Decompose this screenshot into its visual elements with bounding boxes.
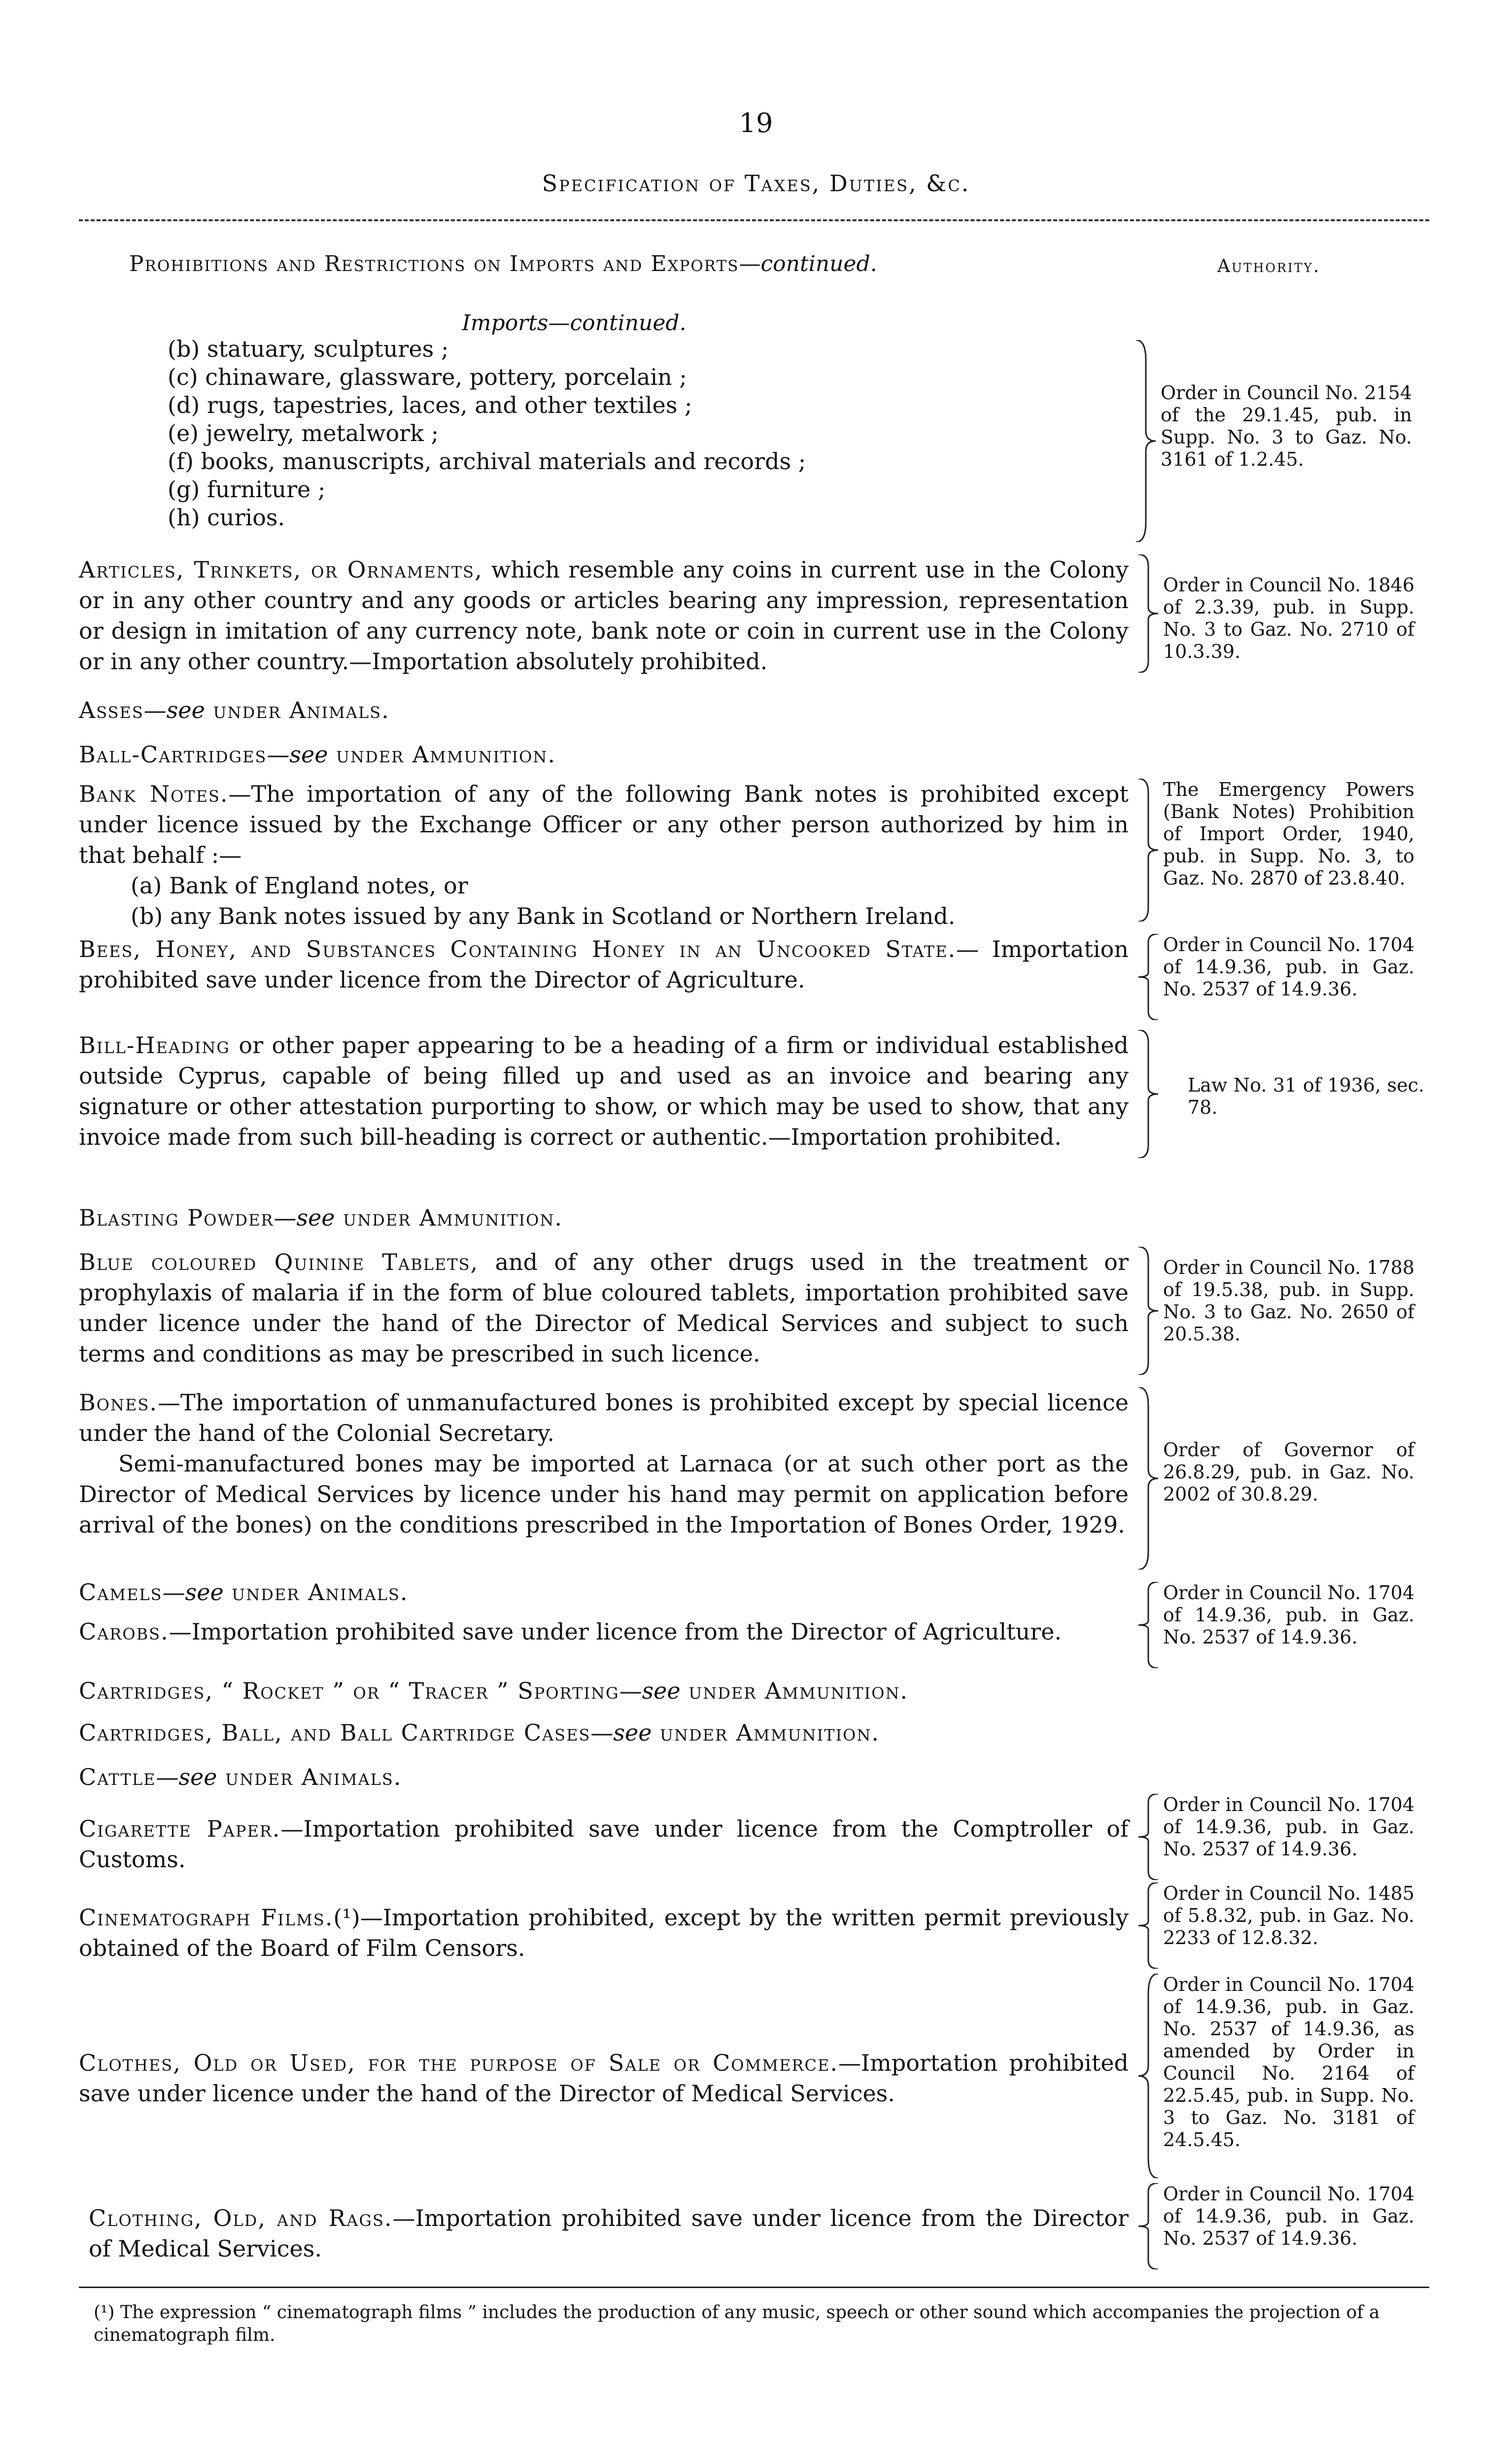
entry-cartridges-ball (79, 1717, 880, 1748)
entry-heading: Clothing, Old, and Rags. (89, 2205, 393, 2231)
entry-heading: Cigarette Paper. (79, 1815, 281, 1842)
entry-subitem: (b) any Bank notes issued by any Bank in Scotland or Northern Ireland. (131, 903, 956, 929)
entry-text (79, 1814, 1129, 1875)
brace (1136, 2183, 1161, 2269)
list-item: (h) curios. (168, 504, 285, 531)
entry-body: —The importation of unmanufactured bones is prohibited except by special licence under the hand of the Colonial Secretary. (79, 1389, 1129, 1446)
entry-body: —Importation prohibited save under licence under the hand of the Director of Medical Services. (79, 2050, 1129, 2107)
see-ref: —see (590, 1719, 652, 1746)
entry-body: —Importation prohibited save under licence from the Director of Agriculture. (169, 1618, 1062, 1645)
section-title-continued: —continued. (739, 251, 877, 276)
authority-note: Order in Council No. 1788 of 19.5.38, pub. in Supp. No. 3 to Gaz. No. 2650 of 20.5.38. (1163, 1257, 1414, 1345)
brace (1136, 1582, 1161, 1668)
brace (1134, 340, 1158, 542)
authority-note: Order in Council No. 1846 of 2.3.39, pub. in Supp. No. 3 to Gaz. No. 2710 of 10.3.39. (1163, 574, 1414, 662)
page-number: 19 (739, 107, 773, 138)
authority-note: Order in Council No. 1704 of 14.9.36, pub. in Gaz. No. 2537 of 14.9.36. (1163, 1582, 1414, 1648)
entry-heading: Asses (79, 697, 144, 723)
entry-body: —The importation of any of the following Bank notes is prohibited except under licence issued by the Exchange Officer or any other person authorized by him in that behalf :— (79, 781, 1129, 868)
list-item: (b) statuary, sculptures ; (168, 336, 449, 362)
footnote-rule (79, 2287, 1429, 2288)
entry-body: and of any other drugs used in the treatment or prophylaxis of malaria if in the form of blue coloured tablets, importation prohibited save under licence under the hand of the Director of Medical Services and subject to such terms and conditions as may be prescribed in such licence. (79, 1249, 1129, 1367)
entry-items (0, 335, 1512, 547)
entry-heading: Bank Notes. (79, 781, 229, 807)
entry-ref: under Ammunition. (328, 741, 556, 768)
entry-asses (79, 695, 390, 725)
brace (1136, 934, 1161, 1020)
entry-body: which resemble any coins in current use in the Colony or in any other country and any goods or articles bearing any impression, representation or design in imitation of any currency note, bank note or coin in current use in the Colony or in any other country.—Importation absolutely prohibited. (79, 556, 1129, 675)
entry-bones (79, 1387, 1434, 1574)
entry-cartridges-rocket (79, 1676, 908, 1706)
entry-heading: Carobs. (79, 1618, 169, 1645)
authority-note: Order of Governor of 26.8.29, pub. in Gaz. No. 2002 of 30.8.29. (1163, 1439, 1414, 1505)
entry-heading: Bill-Heading (79, 1032, 230, 1059)
entry-text (79, 2048, 1129, 2109)
entry-text (79, 779, 1129, 931)
authority-note: Order in Council No. 1704 of 14.9.36, pub. in Gaz. No. 2537 of 14.9.36. (1163, 2183, 1414, 2249)
imports-subheading: Imports—continued. (462, 310, 687, 336)
items-list (168, 335, 1104, 532)
entry-subitem: (a) Bank of England notes, or (131, 872, 468, 899)
brace (1136, 1794, 1161, 1880)
entry-heading: Camels (79, 1579, 163, 1606)
entry-text (79, 554, 1129, 677)
entry-body: (¹)—Importation prohibited, except by the written permit previously obtained of the Board of Film Censors. (79, 1904, 1129, 1961)
see-ref: —see (267, 741, 328, 768)
authority-column-heading: Authority. (1217, 256, 1321, 276)
entry-heading: Articles, Trinkets, or Ornaments, (79, 556, 483, 583)
entry-heading: Blasting Powder (79, 1204, 274, 1231)
entry-body-2: Semi-manufactured bones may be imported at Larnaca (or at such other port as the Director of Medical Services by licence under his hand may permit on application before arrival of the bones) on the conditions prescribed in the Importation of Bones Order, 1929. (79, 1450, 1129, 1538)
entry-ref: under Animals. (217, 1764, 402, 1790)
list-item: (e) jewelry, metalwork ; (168, 420, 439, 446)
entry-ref: under Animals. (205, 697, 390, 723)
running-head: Specification of Taxes, Duties, &c. (542, 170, 970, 197)
entry-ref: under Ammunition. (680, 1677, 909, 1704)
entry-text (79, 1247, 1129, 1369)
brace (1136, 554, 1161, 673)
authority-note: Order in Council No. 1704 of 14.9.36, pub. in Gaz. No. 2537 of 14.9.36, as amended by Order in Council No. 2164 of 22.5.45, pub. in Supp. No. 3 to Gaz. No. 3181 of 24.5.45. (1163, 1974, 1414, 2151)
entry-text (79, 1387, 1129, 1540)
see-ref: —see (162, 1579, 224, 1606)
authority-note: Order in Council No. 1704 of 14.9.36, pub. in Gaz. No. 2537 of 14.9.36. (1163, 1794, 1414, 1860)
see-ref: —see (619, 1677, 681, 1704)
entry-quinine (79, 1247, 1434, 1380)
entry-clothing (89, 2183, 1434, 2272)
list-item: (d) rugs, tapestries, laces, and other textiles ; (168, 392, 692, 418)
entry-heading: Cartridges, “ Rocket ” or “ Tracer ” Sporting (79, 1677, 619, 1704)
entry-articles (79, 554, 1434, 683)
entry-bank-notes (79, 779, 1434, 929)
brace (1136, 1974, 1161, 2178)
brace (1136, 779, 1161, 922)
entry-text (79, 1030, 1129, 1152)
entry-text (79, 1616, 1129, 1647)
entry-body: or other paper appearing to be a heading of a firm or individual established outside Cyprus, capable of being filled up and used as an invoice and bearing any signature or other attestation purporting to show, or which may be used to show, that any invoice made from such bill-heading is correct or authentic.—Importation prohibited. (79, 1032, 1129, 1150)
authority-note: Order in Council No. 2154 of the 29.1.45, pub. in Supp. No. 3 to Gaz. No. 3161 of 1.2.45. (1161, 382, 1412, 470)
entry-heading: Ball-Cartridges (79, 741, 267, 768)
entry-heading: Blue coloured Quinine Tablets, (79, 1249, 479, 1275)
authority-note: The Emergency Powers (Bank Notes) Prohibition of Import Order, 1940, pub. in Supp. No. 3, to Gaz. No. 2870 of 23.8.40. (1163, 779, 1414, 889)
entry-body: —Importation prohibited save under licence from the Comptroller of Customs. (79, 1815, 1129, 1873)
entry-text (89, 2203, 1129, 2264)
brace (1136, 1882, 1161, 1969)
entry-body: —Importation prohibited save under licence from the Director of Medical Services. (89, 2205, 1129, 2262)
header-rule (79, 219, 1429, 221)
entry-text (79, 934, 1129, 995)
see-ref: —see (274, 1204, 335, 1231)
brace (1136, 1247, 1161, 1375)
entry-clothes (79, 1974, 1434, 2181)
brace (1136, 1030, 1161, 1158)
entry-ball-cartridges (79, 739, 556, 770)
entry-heading: Bees, Honey, and Substances Containing Honey in an Uncooked State. (79, 936, 957, 962)
authority-note: Law No. 31 of 1936, sec. 78. (1188, 1074, 1424, 1118)
list-item: (c) chinaware, glassware, pottery, porcelain ; (168, 364, 687, 390)
entry-blasting-powder (79, 1202, 563, 1233)
entry-heading: Cartridges, Ball, and Ball Cartridge Cases (79, 1719, 591, 1746)
entry-text (79, 1902, 1129, 1963)
entry-heading: Clothes, Old or Used, for the purpose of Sale or Commerce. (79, 2050, 838, 2076)
list-item: (g) furniture ; (168, 476, 326, 503)
footnote: (¹) The expression “ cinematograph films ” includes the production of any music, speech or other sound which accompanies the projection of a cinematograph film. (94, 2302, 1380, 2345)
section-title (129, 251, 877, 276)
entry-cigarette-paper (79, 1794, 1434, 1882)
see-ref: —see (156, 1764, 217, 1790)
authority-note: Order in Council No. 1704 of 14.9.36, pub. in Gaz. No. 2537 of 14.9.36. (1163, 934, 1414, 1000)
entry-heading: Bones. (79, 1389, 158, 1416)
entry-heading: Cinematograph Films. (79, 1904, 334, 1931)
authority-note: Order in Council No. 1485 of 5.8.32, pub. in Gaz. No. 2233 of 12.8.32. (1163, 1882, 1414, 1949)
section-title-text: Prohibitions and Restrictions on Imports and Exports (129, 251, 739, 276)
entry-cinematograph (79, 1882, 1434, 1971)
entry-heading: Cattle (79, 1764, 156, 1790)
brace (1136, 1387, 1161, 1570)
entry-ref: under Ammunition. (652, 1719, 880, 1746)
entry-cattle (79, 1762, 402, 1792)
entry-body: — Importation prohibited save under licence from the Director of Agriculture. (79, 936, 1129, 993)
entry-ref: under Animals. (223, 1579, 409, 1606)
entry-bill-heading (79, 1030, 1434, 1193)
list-item: (f) books, manuscripts, archival materials and records ; (168, 448, 806, 475)
entry-ref: under Ammunition. (335, 1204, 563, 1231)
see-ref: —see (143, 697, 205, 723)
entry-carobs (79, 1582, 1434, 1671)
entry-bees (79, 934, 1434, 1023)
